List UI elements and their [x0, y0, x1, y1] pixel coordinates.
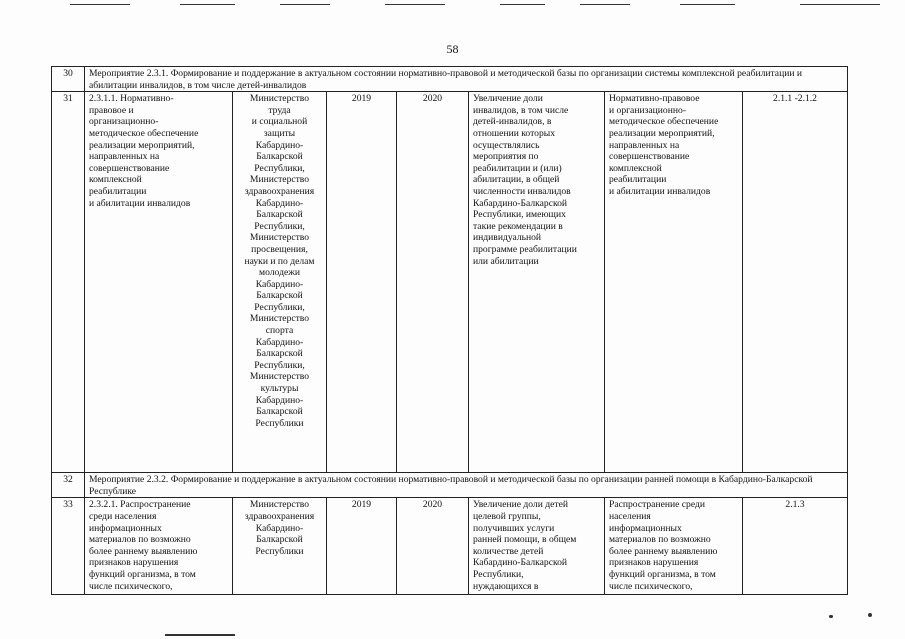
table-row-section	[52, 473, 848, 498]
expected-result: Нормативно-правовое и организационно- методическое обеспечение реализации мероприятий, направленных на совершенствование комплексной реабилитации и абилитации инвалидов	[605, 92, 743, 473]
target-indicator: Увеличение доли детей целевой группы, получивших услуги ранней помощи, в общем количестве детей Кабардино-Балкарской Республики, нуждающихся в	[469, 498, 605, 595]
end-year: 2020	[397, 498, 469, 595]
measure-name: 2.3.2.1. Распространение среди населения информационных материалов по возможно более раннему выявлению признаков нарушения функций организма, в том числе психического,	[85, 498, 233, 595]
row-number: 31	[52, 92, 85, 473]
start-year: 2019	[327, 92, 397, 473]
start-year: 2019	[327, 498, 397, 595]
table-row-item	[52, 498, 848, 595]
executor: Министерство труда и социальной защиты Кабардино- Балкарской Республики, Министерство здравоохранения Кабардино- Балкарской Республики, Министерство просвещения, науки и по делам молодежи Кабардино- Балкарской Республики, Министерство спорта Кабардино- Балкарской Республики, Министерство культуры Кабардино- Балкарской Республики	[233, 92, 327, 473]
indicator-link: 2.1.3	[743, 498, 848, 595]
row-number: 32	[52, 473, 85, 498]
row-number: 30	[52, 67, 85, 92]
executor: Министерство здравоохранения Кабардино- Балкарской Республики	[233, 498, 327, 595]
target-indicator: Увеличение доли инвалидов, в том числе детей-инвалидов, в отношении которых осуществлялись мероприятия по реабилитации и (или) абилитации, в общей численности инвалидов Кабардино-Балкарской Республики, имеющих такие рекомендации в индивидуальной программе реабилитации или абилитации	[469, 92, 605, 473]
expected-result: Распространение среди населения информационных материалов по возможно более раннему выявлению признаков нарушения функций организма, в том числе психического,	[605, 498, 743, 595]
section-title: Мероприятие 2.3.2. Формирование и поддержание в актуальном состоянии нормативно-правовой и методической базы по организации ранней помощи в Кабардино-Балкарской Республике	[85, 473, 848, 498]
measure-name: 2.3.1.1. Нормативно- правовое и организационно- методическое обеспечение реализации мероприятий, направленных на совершенствование комплексной реабилитации и абилитации инвалидов	[85, 92, 233, 473]
measures-table	[51, 66, 848, 595]
indicator-link: 2.1.1 -2.1.2	[743, 92, 848, 473]
table-row-item	[52, 92, 848, 473]
page-number: 58	[446, 42, 459, 56]
end-year: 2020	[397, 92, 469, 473]
table-row-section	[52, 67, 848, 92]
section-title: Мероприятие 2.3.1. Формирование и поддержание в актуальном состоянии нормативно-правовой и методической базы по организации системы комплексной реабилитации и абилитации инвалидов, в том числе детей-инвалидов	[85, 67, 848, 92]
row-number: 33	[52, 498, 85, 595]
page-top-edge-lines	[0, 0, 905, 8]
